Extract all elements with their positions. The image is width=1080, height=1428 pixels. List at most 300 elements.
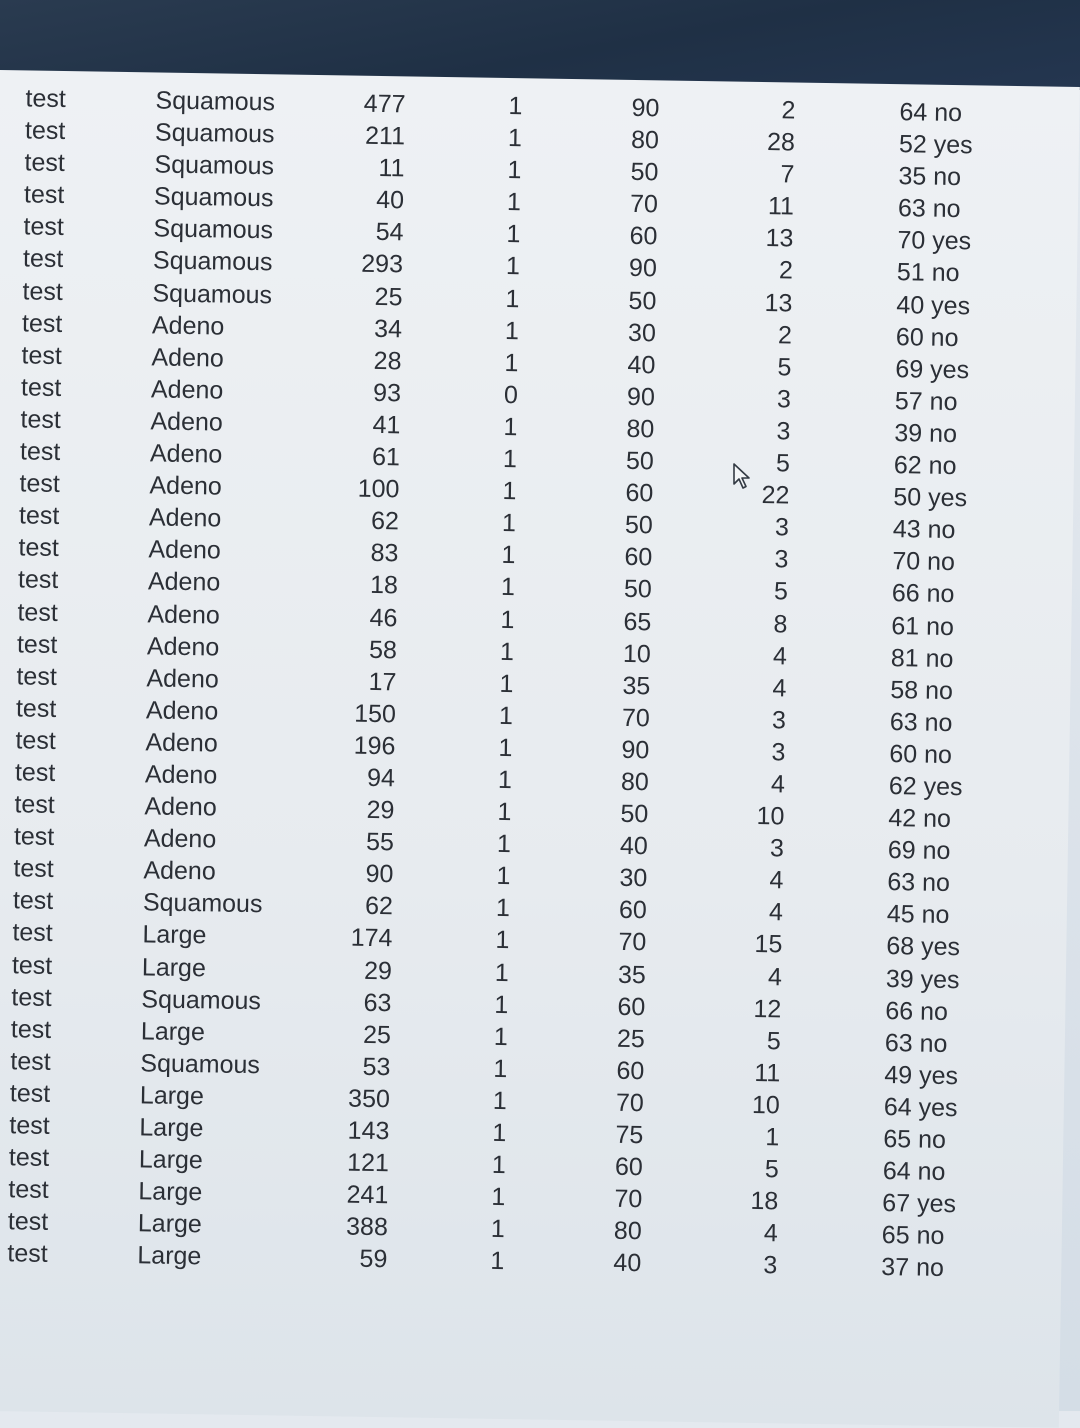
value-cell: 5 bbox=[777, 353, 792, 382]
row-label-cell: test bbox=[20, 373, 62, 402]
histology-cell: Large bbox=[139, 1113, 204, 1143]
value-cell: 3 bbox=[769, 834, 785, 863]
row-label-cell: test bbox=[24, 148, 66, 178]
flag-value: yes bbox=[929, 355, 970, 385]
value-cell: 1 bbox=[500, 605, 515, 634]
age-flag-cell bbox=[894, 417, 1014, 451]
age-flag-cell bbox=[890, 674, 1010, 708]
age-value: 45 bbox=[886, 900, 915, 929]
value-cell: 18 bbox=[369, 571, 399, 600]
value-cell: 17 bbox=[368, 667, 397, 696]
flag-value: no bbox=[921, 900, 950, 930]
value-cell: 1 bbox=[498, 733, 513, 763]
histology-cell: Squamous bbox=[153, 214, 274, 245]
histology-cell: Large bbox=[138, 1145, 204, 1175]
value-cell: 3 bbox=[776, 385, 792, 414]
row-label-cell: test bbox=[14, 758, 56, 787]
age-value: 62 bbox=[888, 772, 917, 801]
value-cell: 1 bbox=[507, 156, 522, 185]
value-cell: 1 bbox=[492, 1118, 507, 1148]
value-cell: 3 bbox=[774, 513, 790, 542]
row-label-cell: test bbox=[22, 276, 64, 306]
value-cell: 34 bbox=[373, 314, 403, 344]
value-cell: 174 bbox=[350, 924, 393, 953]
age-flag-cell bbox=[898, 160, 1018, 194]
value-cell: 1 bbox=[508, 91, 523, 121]
value-cell: 70 bbox=[621, 703, 651, 733]
row-label-cell: test bbox=[10, 1015, 52, 1044]
age-value: 64 bbox=[883, 1092, 912, 1122]
row-label-cell: test bbox=[23, 212, 65, 242]
age-flag-cell bbox=[898, 192, 1018, 226]
age-value: 63 bbox=[889, 707, 918, 737]
histology-cell: Large bbox=[137, 1209, 203, 1239]
value-cell: 90 bbox=[626, 382, 656, 412]
value-cell: 5 bbox=[764, 1155, 780, 1184]
age-flag-cell bbox=[891, 610, 1011, 644]
age-flag-cell bbox=[895, 353, 1015, 387]
age-value: 49 bbox=[884, 1060, 913, 1090]
age-flag-cell bbox=[899, 128, 1019, 162]
age-value: 61 bbox=[891, 611, 920, 641]
value-cell: 1 bbox=[495, 894, 511, 923]
age-value: 69 bbox=[895, 354, 924, 384]
age-flag-cell bbox=[885, 995, 1005, 1029]
age-flag-cell bbox=[888, 802, 1008, 836]
flag-value: no bbox=[923, 740, 953, 769]
histology-cell: Adeno bbox=[147, 599, 220, 630]
value-cell: 50 bbox=[628, 286, 657, 315]
value-cell: 75 bbox=[615, 1120, 644, 1150]
value-cell: 50 bbox=[630, 158, 659, 187]
row-label-cell: test bbox=[8, 1143, 50, 1172]
histology-cell: Squamous bbox=[152, 246, 273, 277]
age-flag-cell bbox=[882, 1219, 1002, 1253]
age-value: 39 bbox=[885, 964, 914, 993]
value-cell: 1 bbox=[502, 477, 517, 506]
value-cell: 90 bbox=[628, 254, 658, 283]
value-cell: 100 bbox=[357, 474, 400, 504]
histology-cell: Adeno bbox=[149, 439, 223, 469]
flag-value: yes bbox=[930, 291, 971, 320]
value-cell: 4 bbox=[772, 641, 788, 671]
histology-cell: Squamous bbox=[142, 888, 263, 919]
value-cell: 1 bbox=[494, 958, 510, 987]
row-label-cell: test bbox=[8, 1175, 49, 1205]
row-label-cell: test bbox=[17, 597, 59, 627]
flag-value: no bbox=[931, 259, 960, 288]
row-label-cell: test bbox=[7, 1239, 48, 1269]
histology-cell: Squamous bbox=[152, 278, 273, 309]
flag-value: no bbox=[926, 580, 955, 609]
age-flag-cell bbox=[891, 642, 1011, 676]
value-cell: 22 bbox=[761, 481, 790, 510]
age-flag-cell bbox=[899, 96, 1019, 130]
value-cell: 7 bbox=[780, 160, 795, 189]
flag-value: no bbox=[932, 162, 962, 192]
value-cell: 2 bbox=[781, 96, 796, 125]
histology-cell: Adeno bbox=[150, 407, 224, 437]
value-cell: 35 bbox=[617, 960, 646, 989]
value-cell: 5 bbox=[766, 1026, 782, 1056]
value-cell: 13 bbox=[764, 288, 793, 318]
value-cell: 1 bbox=[506, 188, 522, 217]
value-cell: 80 bbox=[620, 767, 650, 797]
age-value: 70 bbox=[897, 226, 926, 255]
value-cell: 2 bbox=[777, 320, 793, 350]
value-cell: 40 bbox=[375, 186, 405, 215]
arrow-pointer-icon bbox=[732, 462, 754, 490]
value-cell: 90 bbox=[631, 93, 660, 123]
value-cell: 2 bbox=[778, 256, 794, 285]
value-cell: 1 bbox=[504, 348, 519, 377]
value-cell: 55 bbox=[365, 828, 395, 857]
value-cell: 1 bbox=[497, 765, 513, 795]
age-flag-cell bbox=[881, 1251, 1001, 1285]
value-cell: 80 bbox=[626, 414, 655, 444]
age-flag-cell bbox=[883, 1123, 1003, 1157]
value-cell: 1 bbox=[505, 252, 521, 281]
age-flag-cell bbox=[887, 898, 1007, 932]
value-cell: 90 bbox=[365, 860, 394, 889]
value-cell: 1 bbox=[501, 541, 516, 570]
value-cell: 350 bbox=[347, 1084, 391, 1114]
value-cell: 60 bbox=[616, 1056, 645, 1086]
flag-value: no bbox=[930, 323, 959, 352]
age-value: 81 bbox=[890, 643, 919, 673]
flag-value: yes bbox=[918, 1093, 958, 1123]
histology-cell: Squamous bbox=[154, 150, 275, 181]
row-label-cell: test bbox=[17, 565, 59, 595]
value-cell: 93 bbox=[372, 378, 402, 408]
value-cell: 12 bbox=[753, 994, 782, 1024]
age-value: 37 bbox=[881, 1253, 910, 1282]
age-value: 63 bbox=[897, 194, 926, 223]
value-cell: 60 bbox=[625, 479, 654, 508]
value-cell: 70 bbox=[614, 1184, 643, 1214]
value-cell: 11 bbox=[767, 192, 795, 221]
value-cell: 90 bbox=[621, 735, 650, 765]
age-value: 66 bbox=[891, 579, 920, 608]
value-cell: 150 bbox=[353, 699, 397, 729]
histology-cell: Adeno bbox=[144, 760, 218, 790]
flag-value: no bbox=[922, 804, 952, 834]
histology-cell: Adeno bbox=[151, 343, 225, 373]
value-cell: 4 bbox=[767, 962, 783, 991]
flag-value: no bbox=[917, 1157, 946, 1187]
histology-cell: Adeno bbox=[146, 631, 220, 662]
value-cell: 1 bbox=[491, 1183, 506, 1212]
value-cell: 28 bbox=[373, 346, 402, 376]
age-flag-cell bbox=[882, 1187, 1002, 1221]
age-flag-cell bbox=[885, 1027, 1005, 1061]
histology-cell: Adeno bbox=[145, 696, 219, 726]
histology-cell: Squamous bbox=[140, 1049, 261, 1080]
value-cell: 1 bbox=[493, 1022, 509, 1051]
value-cell: 1 bbox=[507, 124, 523, 153]
data-table bbox=[7, 82, 1046, 1285]
value-cell: 70 bbox=[618, 928, 647, 957]
age-value: 64 bbox=[882, 1157, 911, 1186]
value-cell: 241 bbox=[346, 1180, 389, 1210]
row-label-cell: test bbox=[13, 822, 55, 852]
flag-value: no bbox=[917, 1125, 947, 1154]
value-cell: 388 bbox=[345, 1212, 389, 1242]
age-flag-cell bbox=[893, 481, 1013, 515]
histology-cell: Adeno bbox=[147, 567, 221, 597]
histology-cell: Large bbox=[139, 1081, 205, 1111]
flag-value: no bbox=[927, 515, 956, 545]
flag-value: no bbox=[924, 676, 954, 705]
value-cell: 50 bbox=[623, 575, 653, 604]
value-cell: 25 bbox=[374, 282, 403, 311]
histology-cell: Large bbox=[142, 920, 207, 950]
histology-cell: Adeno bbox=[148, 535, 221, 565]
flag-value: no bbox=[915, 1253, 945, 1283]
age-flag-cell bbox=[894, 449, 1014, 483]
value-cell: 15 bbox=[754, 930, 783, 959]
value-cell: 3 bbox=[774, 545, 789, 574]
flag-value: no bbox=[924, 708, 953, 737]
histology-cell: Large bbox=[140, 1017, 206, 1047]
value-cell: 1 bbox=[498, 701, 514, 730]
value-cell: 196 bbox=[353, 731, 396, 761]
value-cell: 53 bbox=[362, 1052, 391, 1082]
age-flag-cell bbox=[897, 257, 1017, 291]
flag-value: no bbox=[933, 98, 963, 128]
age-value: 62 bbox=[893, 451, 922, 480]
value-cell: 1 bbox=[492, 1086, 508, 1115]
row-label-cell: test bbox=[12, 886, 54, 916]
row-label-cell: test bbox=[20, 405, 62, 434]
age-value: 58 bbox=[890, 675, 919, 705]
value-cell: 63 bbox=[363, 988, 392, 1017]
row-label-cell: test bbox=[18, 501, 60, 531]
flag-value: no bbox=[919, 1029, 948, 1058]
row-label-cell: test bbox=[11, 950, 53, 980]
flag-value: no bbox=[922, 836, 951, 866]
age-value: 65 bbox=[883, 1125, 912, 1154]
value-cell: 50 bbox=[625, 446, 655, 476]
value-cell: 62 bbox=[370, 507, 400, 536]
value-cell: 30 bbox=[627, 318, 657, 347]
age-value: 57 bbox=[894, 386, 923, 416]
value-cell: 1 bbox=[506, 220, 521, 249]
value-cell: 1 bbox=[501, 509, 517, 538]
value-cell: 80 bbox=[613, 1217, 642, 1246]
age-value: 69 bbox=[887, 836, 916, 865]
value-cell: 70 bbox=[629, 190, 659, 219]
value-cell: 18 bbox=[750, 1187, 779, 1216]
value-cell: 58 bbox=[368, 635, 398, 664]
histology-cell: Adeno bbox=[146, 664, 219, 694]
row-label-cell: test bbox=[18, 533, 60, 563]
value-cell: 1 bbox=[490, 1247, 505, 1276]
value-cell: 1 bbox=[493, 1054, 508, 1083]
value-cell: 13 bbox=[765, 224, 794, 253]
row-label-cell: test bbox=[16, 629, 58, 659]
row-label-cell: test bbox=[15, 726, 56, 755]
row-label-cell: test bbox=[19, 437, 61, 467]
value-cell: 11 bbox=[378, 154, 405, 183]
value-cell: 293 bbox=[361, 250, 404, 279]
value-cell: 1 bbox=[494, 990, 509, 1019]
row-label-cell: test bbox=[24, 116, 66, 146]
age-value: 51 bbox=[896, 258, 925, 288]
value-cell: 25 bbox=[362, 1020, 392, 1049]
flag-value: yes bbox=[923, 772, 963, 802]
value-cell: 1 bbox=[491, 1150, 507, 1180]
age-value: 65 bbox=[881, 1221, 910, 1250]
value-cell: 4 bbox=[772, 673, 787, 703]
row-label-cell: test bbox=[10, 1047, 51, 1076]
value-cell: 1 bbox=[499, 669, 514, 698]
value-cell: 50 bbox=[620, 799, 649, 829]
flag-value: no bbox=[928, 451, 957, 481]
age-flag-cell bbox=[896, 289, 1016, 323]
age-flag-cell bbox=[884, 1091, 1004, 1125]
value-cell: 4 bbox=[763, 1219, 779, 1248]
age-value: 67 bbox=[882, 1189, 911, 1218]
value-cell: 40 bbox=[619, 831, 649, 861]
spreadsheet-view bbox=[0, 70, 1080, 1428]
flag-value: no bbox=[925, 612, 955, 641]
age-value: 42 bbox=[888, 804, 917, 833]
row-label-cell: test bbox=[9, 1111, 50, 1140]
flag-value: no bbox=[932, 194, 961, 224]
age-flag-cell bbox=[884, 1059, 1004, 1093]
row-label-cell: test bbox=[16, 662, 57, 691]
value-cell: 3 bbox=[771, 738, 786, 767]
age-value: 64 bbox=[899, 98, 928, 127]
histology-cell: Adeno bbox=[150, 375, 224, 405]
row-label-cell: test bbox=[12, 918, 53, 948]
histology-cell: Adeno bbox=[145, 728, 218, 758]
age-value: 43 bbox=[892, 515, 921, 544]
flag-value: no bbox=[929, 387, 958, 416]
histology-cell: Large bbox=[141, 952, 207, 982]
value-cell: 54 bbox=[375, 218, 404, 247]
value-cell: 1 bbox=[499, 637, 515, 666]
value-cell: 40 bbox=[627, 350, 656, 380]
age-value: 66 bbox=[885, 996, 914, 1026]
row-label-cell: test bbox=[9, 1079, 51, 1108]
age-flag-cell bbox=[883, 1155, 1003, 1189]
value-cell: 35 bbox=[622, 671, 651, 700]
row-label-cell: test bbox=[19, 469, 61, 499]
value-cell: 5 bbox=[775, 449, 791, 478]
value-cell: 60 bbox=[614, 1152, 643, 1182]
age-flag-cell bbox=[896, 321, 1016, 355]
age-value: 35 bbox=[898, 162, 927, 191]
row-label-cell: test bbox=[7, 1207, 49, 1237]
value-cell: 10 bbox=[756, 802, 785, 831]
value-cell: 80 bbox=[630, 126, 660, 155]
age-flag-cell bbox=[890, 706, 1010, 740]
value-cell: 25 bbox=[616, 1024, 645, 1053]
flag-value: yes bbox=[918, 1061, 959, 1090]
value-cell: 1 bbox=[495, 926, 510, 955]
row-label-cell: test bbox=[15, 694, 57, 723]
value-cell: 1 bbox=[504, 316, 520, 345]
value-cell: 29 bbox=[366, 795, 395, 825]
flag-value: no bbox=[925, 644, 954, 673]
value-cell: 1 bbox=[496, 862, 511, 891]
age-flag-cell bbox=[893, 513, 1013, 547]
age-flag-cell bbox=[888, 834, 1008, 868]
value-cell: 0 bbox=[503, 380, 519, 410]
age-value: 60 bbox=[889, 739, 918, 769]
flag-value: yes bbox=[920, 933, 961, 962]
value-cell: 46 bbox=[369, 603, 398, 632]
age-flag-cell bbox=[897, 224, 1017, 258]
histology-cell: Adeno bbox=[143, 856, 216, 886]
flag-value: no bbox=[926, 547, 956, 577]
age-value: 68 bbox=[886, 932, 915, 961]
value-cell: 61 bbox=[371, 442, 401, 472]
row-label-cell: test bbox=[14, 790, 55, 820]
flag-value: no bbox=[916, 1221, 945, 1251]
value-cell: 3 bbox=[763, 1251, 778, 1280]
histology-cell: Squamous bbox=[155, 86, 276, 117]
value-cell: 1 bbox=[503, 412, 518, 442]
histology-cell: Adeno bbox=[144, 792, 217, 822]
row-label-cell: test bbox=[23, 180, 65, 210]
value-cell: 60 bbox=[618, 896, 648, 925]
value-cell: 40 bbox=[613, 1249, 642, 1278]
histology-cell: Adeno bbox=[151, 311, 225, 341]
age-flag-cell bbox=[886, 963, 1006, 997]
value-cell: 60 bbox=[629, 222, 658, 251]
value-cell: 1 bbox=[496, 830, 512, 859]
value-cell: 211 bbox=[364, 121, 406, 151]
age-value: 39 bbox=[894, 419, 923, 448]
value-cell: 30 bbox=[619, 864, 648, 893]
age-value: 70 bbox=[892, 547, 921, 576]
flag-value: no bbox=[928, 419, 958, 449]
age-value: 63 bbox=[887, 868, 916, 897]
value-cell: 1 bbox=[490, 1215, 506, 1244]
age-flag-cell bbox=[889, 770, 1009, 804]
flag-value: yes bbox=[931, 227, 972, 256]
flag-value: no bbox=[919, 997, 949, 1026]
value-cell: 143 bbox=[347, 1116, 390, 1146]
value-cell: 10 bbox=[622, 639, 652, 668]
age-flag-cell bbox=[889, 738, 1009, 772]
value-cell: 5 bbox=[773, 577, 789, 606]
row-label-cell: test bbox=[13, 854, 54, 884]
row-label-cell: test bbox=[25, 84, 67, 114]
value-cell: 477 bbox=[363, 89, 406, 119]
age-flag-cell bbox=[886, 930, 1006, 964]
value-cell: 70 bbox=[615, 1088, 644, 1118]
value-cell: 1 bbox=[502, 444, 518, 474]
histology-cell: Large bbox=[138, 1177, 203, 1207]
flag-value: yes bbox=[920, 965, 960, 994]
value-cell: 60 bbox=[617, 992, 646, 1021]
row-label-cell: test bbox=[21, 309, 63, 338]
histology-cell: Squamous bbox=[154, 118, 275, 149]
histology-cell: Squamous bbox=[153, 182, 274, 213]
value-cell: 94 bbox=[366, 763, 396, 793]
value-cell: 41 bbox=[372, 410, 401, 440]
value-cell: 29 bbox=[363, 956, 393, 985]
value-cell: 59 bbox=[359, 1245, 388, 1274]
histology-cell: Squamous bbox=[141, 984, 262, 1015]
flag-value: yes bbox=[916, 1189, 957, 1219]
value-cell: 1 bbox=[500, 573, 516, 602]
row-label-cell: test bbox=[21, 341, 63, 370]
